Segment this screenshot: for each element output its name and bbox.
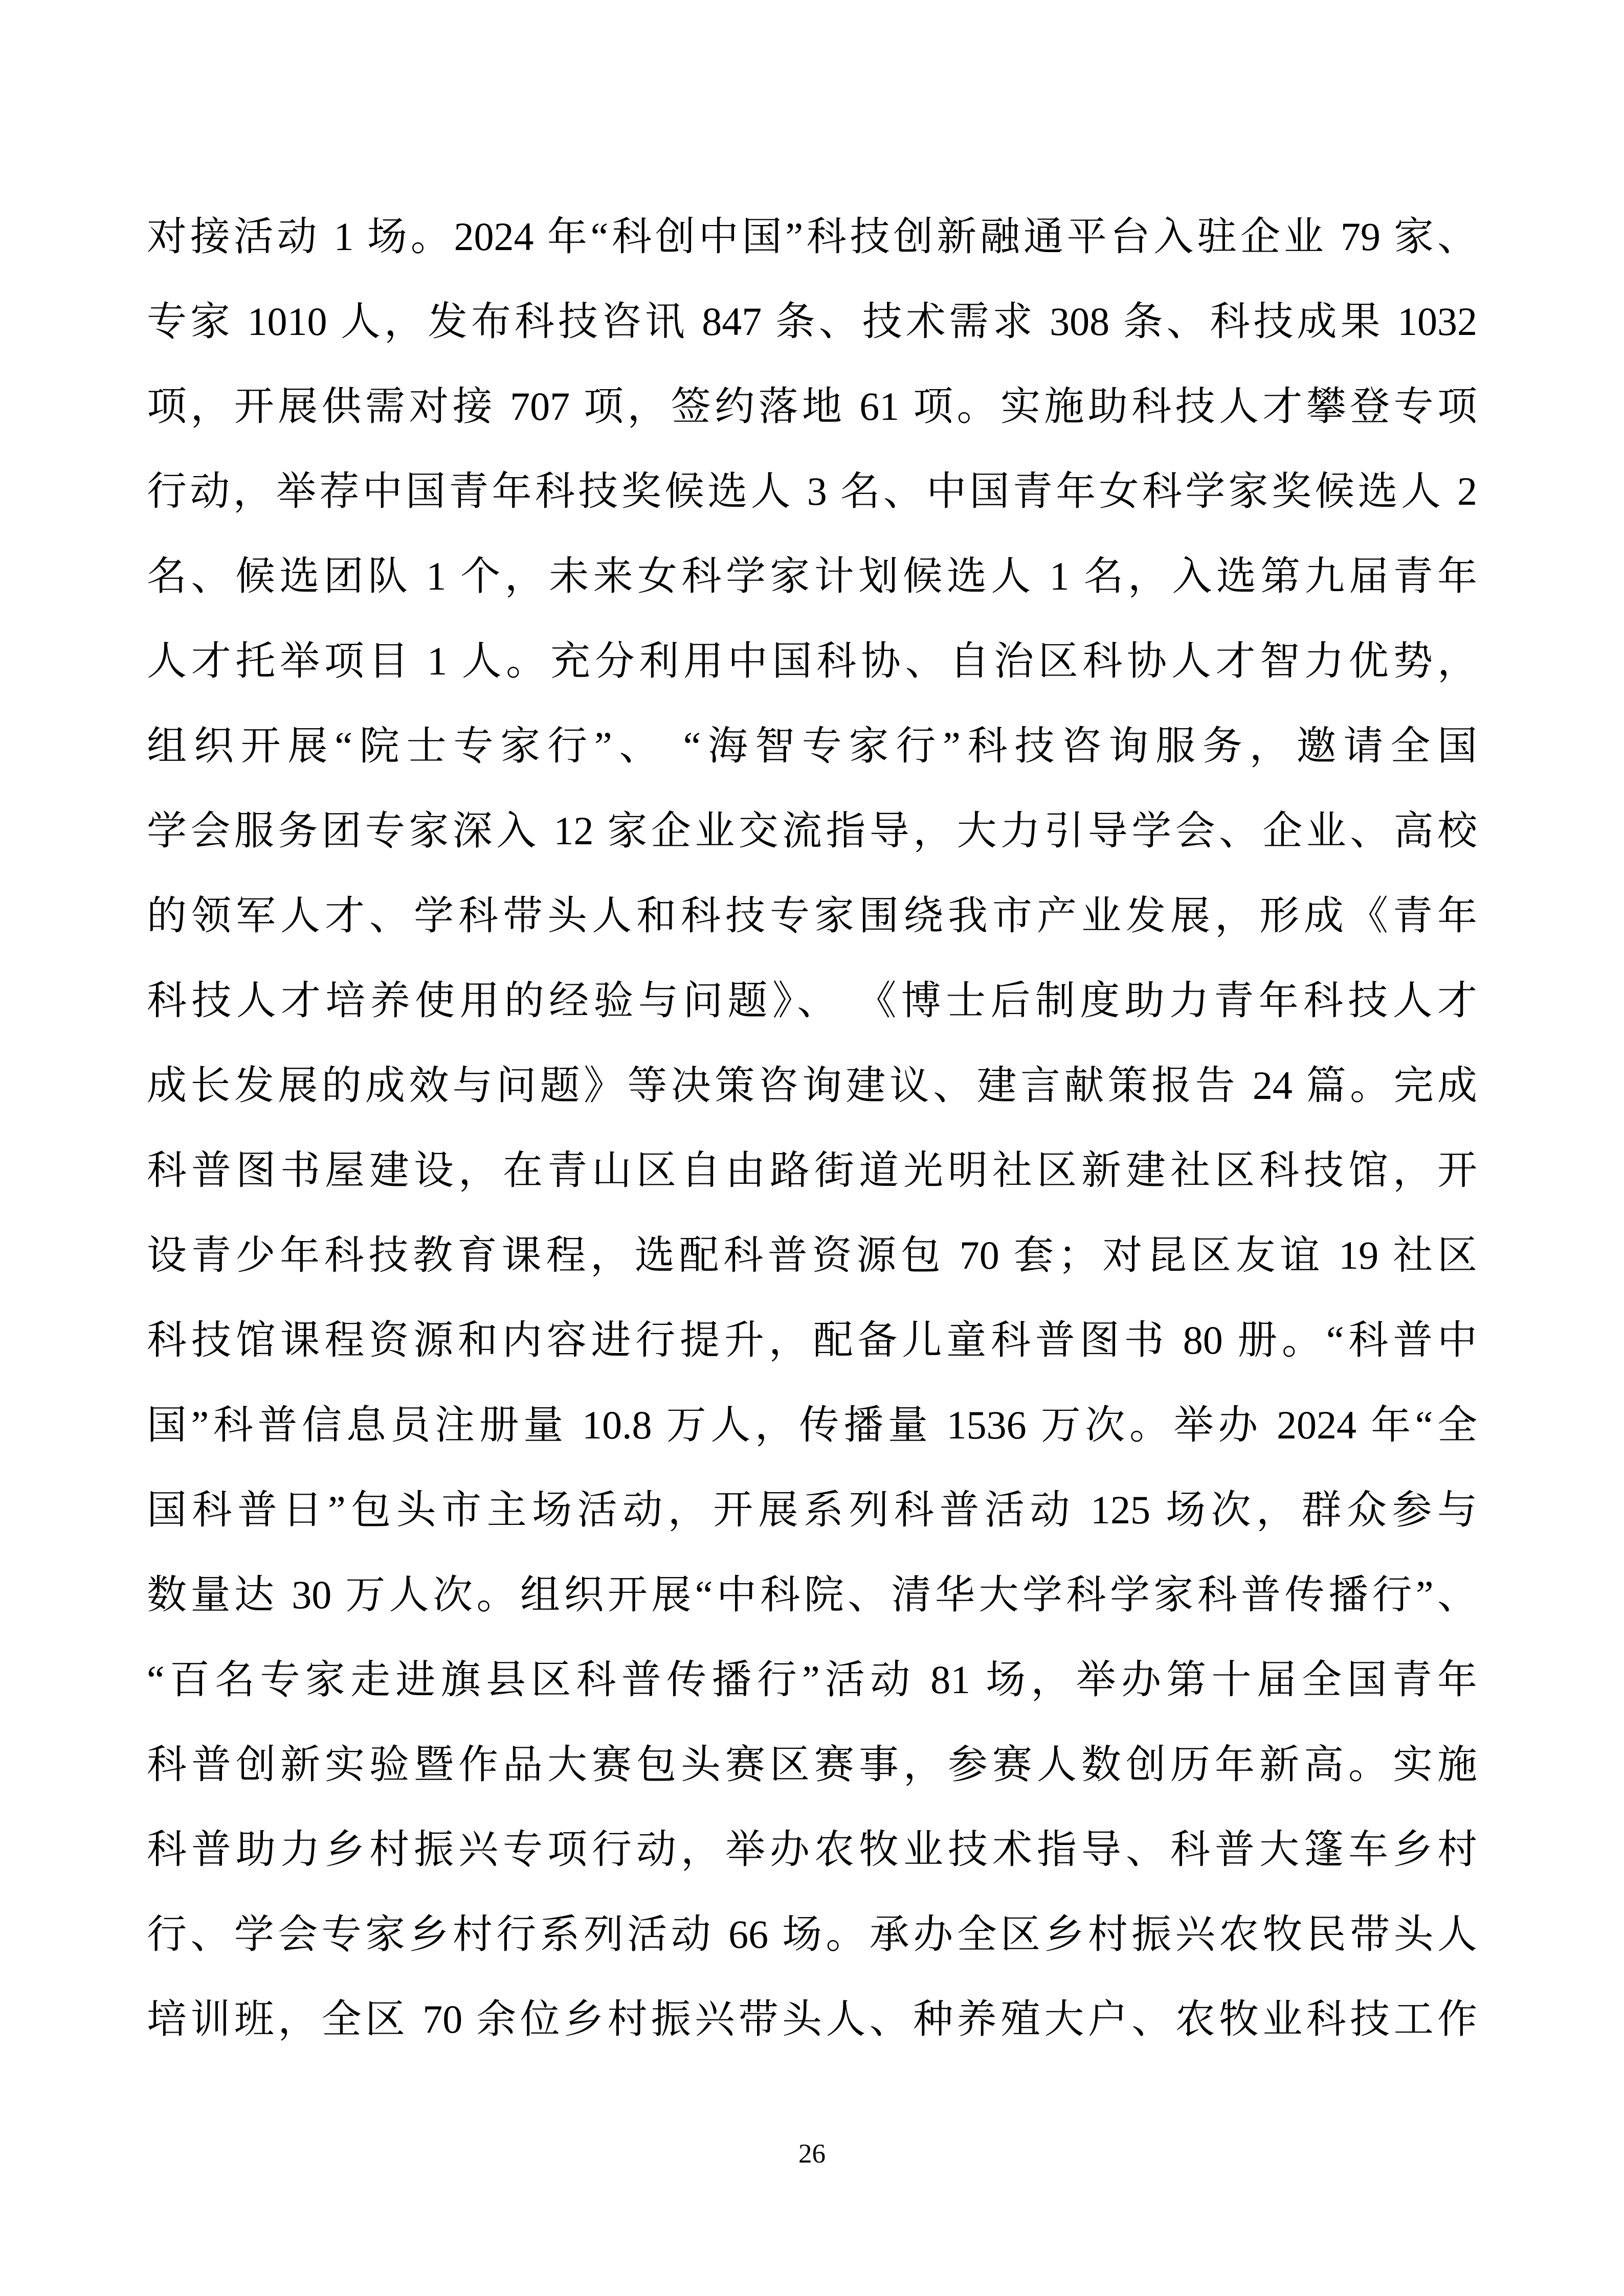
text-line: 科技人才培养使用的经验与问题》、 《博士后制度助力青年科技人才 — [147, 978, 1477, 1023]
text-line: 培训班，全区 70 余位乡村振兴带头人、种养殖大户、农牧业科技工作 — [147, 1997, 1477, 2041]
text-line: 专家 1010 人，发布科技咨讯 847 条、技术需求 308 条、科技成果 1032 — [147, 299, 1477, 344]
page-number: 26 — [798, 2139, 826, 2169]
body-text-block — [147, 194, 1477, 2062]
text-line: 国”科普信息员注册量 10.8 万人，传播量 1536 万次。举办 2024 年“全 — [147, 1403, 1477, 1447]
text-line: 行动，举荐中国青年科技奖候选人 3 名、中国青年女科学家奖候选人 2 — [147, 469, 1477, 513]
text-line: 人才托举项目 1 人。充分利用中国科协、自治区科协人才智力优势， — [147, 639, 1477, 683]
text-line: 科普助力乡村振兴专项行动，举办农牧业技术指导、科普大篷车乡村 — [147, 1827, 1477, 1872]
text-line: 组织开展“院士专家行”、 “海智专家行”科技咨询服务，邀请全国 — [147, 724, 1477, 768]
text-line: 设青少年科技教育课程，选配科普资源包 70 套；对昆区友谊 19 社区 — [147, 1233, 1477, 1277]
text-line: 国科普日”包头市主场活动，开展系列科普活动 125 场次，群众参与 — [147, 1488, 1477, 1532]
text-line: 科普创新实验暨作品大赛包头赛区赛事，参赛人数创历年新高。实施 — [147, 1742, 1477, 1787]
text-line: 成长发展的成效与问题》等决策咨询建议、建言献策报告 24 篇。完成 — [147, 1063, 1477, 1108]
text-line: 数量达 30 万人次。组织开展“中科院、清华大学科学家科普传播行”、 — [147, 1572, 1477, 1617]
text-line: 行、学会专家乡村行系列活动 66 场。承办全区乡村振兴农牧民带头人 — [147, 1912, 1477, 1956]
text-line: 科技馆课程资源和内容进行提升，配备儿童科普图书 80 册。“科普中 — [147, 1318, 1477, 1362]
text-line: 项，开展供需对接 707 项，签约落地 61 项。实施助科技人才攀登专项 — [147, 384, 1477, 429]
text-line: 学会服务团专家深入 12 家企业交流指导，大力引导学会、企业、高校 — [147, 808, 1477, 853]
text-line: 对接活动 1 场。2024 年“科创中国”科技创新融通平台入驻企业 79 家、 — [147, 214, 1477, 259]
text-line: 的领军人才、学科带头人和科技专家围绕我市产业发展，形成《青年 — [147, 893, 1477, 938]
text-line: “百名专家走进旗县区科普传播行”活动 81 场，举办第十届全国青年 — [147, 1657, 1477, 1702]
text-line: 名、候选团队 1 个，未来女科学家计划候选人 1 名，入选第九届青年 — [147, 554, 1477, 598]
text-line: 科普图书屋建设，在青山区自由路街道光明社区新建社区科技馆，开 — [147, 1148, 1477, 1192]
